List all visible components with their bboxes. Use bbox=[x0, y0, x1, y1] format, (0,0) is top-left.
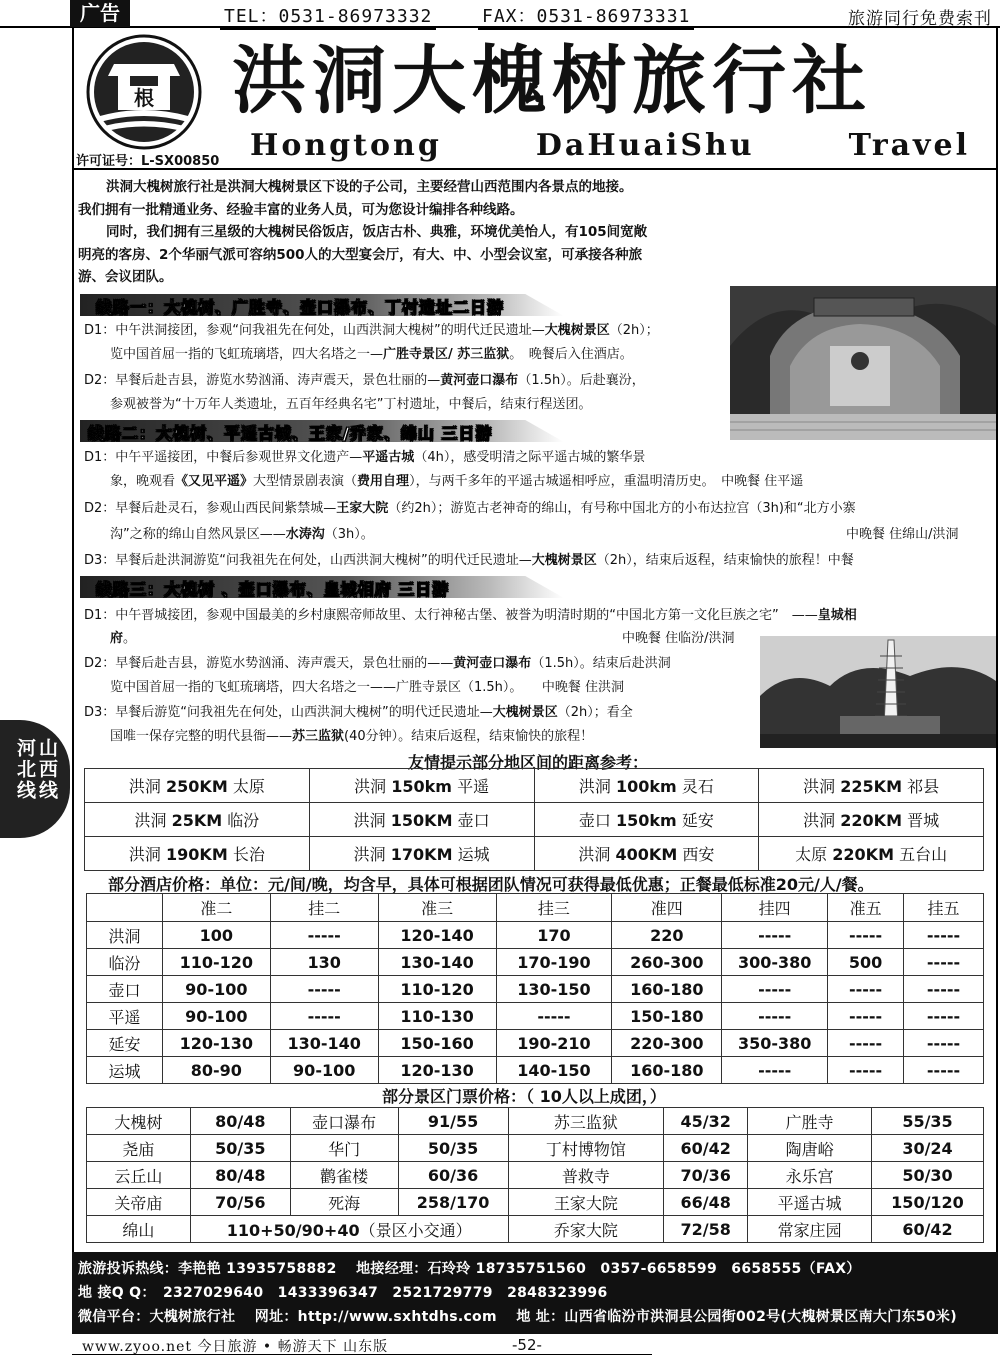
ticket-price-cell: 45/32 bbox=[664, 1108, 748, 1135]
hotel-price-cell: ----- bbox=[828, 1057, 904, 1084]
company-intro bbox=[78, 176, 732, 289]
ticket-site-cell: 广胜寺 bbox=[748, 1108, 872, 1135]
hotel-row bbox=[87, 1057, 984, 1084]
hotel-price-cell: 150-160 bbox=[378, 1030, 496, 1057]
ticket-site-cell: 平遥古城 bbox=[748, 1189, 872, 1216]
ticket-price-cell: 150/120 bbox=[872, 1189, 984, 1216]
hotel-city-cell: 壶口 bbox=[87, 976, 163, 1003]
distance-cell: 洪洞 190KM 长治 bbox=[85, 837, 310, 871]
hotel-city-cell: 临汾 bbox=[87, 949, 163, 976]
hotel-header-cell: 挂五 bbox=[904, 894, 984, 922]
hotel-price-cell: ----- bbox=[904, 1057, 984, 1084]
ticket-site-cell: 华门 bbox=[290, 1135, 398, 1162]
route3-d1: D1：中午晋城接团，参观中国最美的乡村康熙帝师故里、太行神秘古堡、被誉为明清时期的“中国北方第一文化巨族之宅” ——皇城相 bbox=[84, 608, 857, 623]
ticket-site-cell: 云丘山 bbox=[87, 1162, 191, 1189]
hotel-price-cell: 110-130 bbox=[378, 1003, 496, 1030]
hotel-price-table bbox=[86, 893, 984, 1084]
hotel-row bbox=[87, 949, 984, 976]
hotel-price-cell: 120-140 bbox=[378, 922, 496, 949]
ticket-price-table bbox=[86, 1107, 984, 1243]
ticket-row bbox=[87, 1216, 984, 1243]
ticket-row bbox=[87, 1135, 984, 1162]
company-header bbox=[72, 28, 998, 170]
ticket-site-cell: 关帝庙 bbox=[87, 1189, 191, 1216]
ticket-site-cell: 壶口瀑布 bbox=[290, 1108, 398, 1135]
intro-line: 同时，我们拥有三星级的大槐树民俗饭店，饭店古朴、典雅，环境优美怡人，有105间宽敞 bbox=[106, 224, 648, 240]
intro-line: 洪洞大槐树旅行社是洪洞大槐树景区下设的子公司，主要经营山西范围内各景点的地接。 bbox=[106, 179, 633, 195]
route3-d3: D3：早餐后游览“问我祖先在何处，山西洪洞大槐树”的明代迁民遗址—大槐树景区（2h）；看全 bbox=[84, 705, 633, 720]
side-tab-col-hebei: 河北线 bbox=[14, 738, 36, 801]
hotel-price-cell: ----- bbox=[904, 1003, 984, 1030]
hotel-header-cell: 挂三 bbox=[496, 894, 612, 922]
svg-text:根: 根 bbox=[134, 86, 154, 110]
hotel-price-cell: ----- bbox=[722, 1003, 828, 1030]
hotel-price-cell: ----- bbox=[904, 949, 984, 976]
ticket-price-cell: 60/42 bbox=[872, 1216, 984, 1243]
intro-line: 明亮的客房、2个华丽气派可容纳500人的大型宴会厅，有大、中、小型会议室，可承接各种旅 bbox=[78, 246, 643, 263]
route3-d1-meals: 中晚餐 住临汾/洪洞 bbox=[622, 631, 735, 646]
hotel-header-cell: 挂二 bbox=[270, 894, 378, 922]
ticket-price-cell: 70/56 bbox=[190, 1189, 290, 1216]
hotel-price-cell: 300-380 bbox=[722, 949, 828, 976]
distance-table bbox=[84, 768, 984, 871]
ticket-price-cell: 60/42 bbox=[664, 1135, 748, 1162]
hotel-price-cell: ----- bbox=[828, 922, 904, 949]
hotel-price-cell: 170 bbox=[496, 922, 612, 949]
hotel-price-cell: 150-180 bbox=[612, 1003, 722, 1030]
ticket-price-cell: 70/36 bbox=[664, 1162, 748, 1189]
route3-d2-cont: 览中国首屈一指的飞虹琉璃塔，四大名塔之一——广胜寺景区（1.5h）。 中晚餐 住洪洞 bbox=[84, 680, 625, 695]
hotel-price-cell: 110-120 bbox=[378, 976, 496, 1003]
telephone: TEL：0531-86973332 bbox=[220, 2, 436, 30]
hotel-price-cell: 80-90 bbox=[162, 1057, 270, 1084]
hotel-price-cell: 190-210 bbox=[496, 1030, 612, 1057]
company-name-cn: 洪洞大槐树旅行社 bbox=[232, 38, 872, 124]
company-en-word: Hongtong bbox=[250, 128, 442, 163]
intro-line: 游、会议团队。 bbox=[78, 269, 173, 285]
distance-row bbox=[85, 803, 984, 837]
route2-d1: D1：中午平遥接团，中餐后参观世界文化遗产—平遥古城（4h），感受明清之际平遥古城的繁华景 bbox=[84, 450, 646, 465]
distance-title: 友情提示部分地区间的距离参考： bbox=[408, 753, 649, 772]
hotel-city-cell: 延安 bbox=[87, 1030, 163, 1057]
ticket-price-cell: 50/35 bbox=[398, 1135, 508, 1162]
hotel-price-cell: ----- bbox=[270, 922, 378, 949]
fax: FAX：0531-86973331 bbox=[478, 2, 694, 30]
ticket-combined-cell: 110+50/90+40（景区小交通） bbox=[190, 1216, 508, 1243]
distance-row bbox=[85, 769, 984, 803]
hotel-price-cell: 260-300 bbox=[612, 949, 722, 976]
distance-cell: 洪洞 150km 平遥 bbox=[309, 769, 534, 803]
hotel-price-cell: 350-380 bbox=[722, 1030, 828, 1057]
ticket-price-cell: 80/48 bbox=[190, 1108, 290, 1135]
page-bottom bbox=[72, 1334, 998, 1356]
distance-cell: 壶口 150km 延安 bbox=[534, 803, 759, 837]
company-en-word: Travel bbox=[848, 128, 970, 163]
ticket-site-cell: 普救寺 bbox=[508, 1162, 664, 1189]
ticket-title: 部分景区门票价格：（ 10人以上成团，） bbox=[382, 1087, 666, 1106]
route2-d2-cont: 沟”之称的绵山自然风景区——水涛沟（3h）。 bbox=[84, 527, 374, 542]
hotel-price-cell: 100 bbox=[162, 922, 270, 949]
intro-line: 我们拥有一批精通业务、经验丰富的业务人员，可为您设计编排各种线路。 bbox=[78, 201, 524, 218]
ticket-site-cell: 丁村博物馆 bbox=[508, 1135, 664, 1162]
ticket-site-cell: 永乐宫 bbox=[748, 1162, 872, 1189]
hotel-price-cell: 220-300 bbox=[612, 1030, 722, 1057]
top-bar bbox=[0, 0, 1000, 28]
hotel-title: 部分酒店价格：单位：元/间/晚，均含早，具体可根据团队情况可获得最低优惠；正餐最低标准20元/人/餐。 bbox=[108, 875, 874, 894]
distance-cell: 洪洞 225KM 祁县 bbox=[759, 769, 984, 803]
distance-cell: 洪洞 170KM 运城 bbox=[309, 837, 534, 871]
hotel-city-cell: 洪洞 bbox=[87, 922, 163, 949]
company-logo-icon bbox=[86, 34, 202, 150]
ticket-site-cell: 死海 bbox=[290, 1189, 398, 1216]
hotel-price-cell: 500 bbox=[828, 949, 904, 976]
ticket-row bbox=[87, 1162, 984, 1189]
route2-d2: D2：早餐后赴灵石，参观山西民间紫禁城—王家大院（约2h）；游览古老神奇的绵山，有号称中国北方的小布达拉宫（3h)和“北方小寨 bbox=[84, 501, 856, 516]
distance-cell: 太原 220KM 五台山 bbox=[759, 837, 984, 871]
hotel-price-cell: ----- bbox=[722, 976, 828, 1003]
ticket-site-cell: 绵山 bbox=[87, 1216, 191, 1243]
hotel-price-cell: ----- bbox=[828, 976, 904, 1003]
ticket-price-cell: 91/55 bbox=[398, 1108, 508, 1135]
hotel-price-cell: 130-140 bbox=[378, 949, 496, 976]
distance-cell: 洪洞 25KM 临汾 bbox=[85, 803, 310, 837]
hotel-price-cell: ----- bbox=[904, 976, 984, 1003]
hotel-city-cell: 运城 bbox=[87, 1057, 163, 1084]
route1-title: 线路一：大槐树、广胜寺、壶口瀑布、丁村遗址二日游 bbox=[96, 298, 505, 317]
ticket-price-cell: 258/170 bbox=[398, 1189, 508, 1216]
route1-d2-cont: 参观被誉为“十万年人类遗址，五百年经典名宅”丁村遗址，中餐后，结束行程送团。 bbox=[84, 397, 592, 412]
hotel-row bbox=[87, 922, 984, 949]
hotel-price-cell: 140-150 bbox=[496, 1057, 612, 1084]
hotel-city-cell: 平遥 bbox=[87, 1003, 163, 1030]
ticket-site-cell: 鹳雀楼 bbox=[290, 1162, 398, 1189]
hotel-row bbox=[87, 1030, 984, 1057]
distance-cell: 洪洞 220KM 晋城 bbox=[759, 803, 984, 837]
complaint-hotline: 旅游投诉热线：李艳艳 13935758882 地接经理：石玲玲 18735751560 0357-6658599 6658555（FAX） bbox=[78, 1261, 861, 1277]
ticket-site-cell: 乔家大院 bbox=[508, 1216, 664, 1243]
ad-tag: 广告 bbox=[70, 0, 130, 27]
hotel-price-cell: 120-130 bbox=[378, 1057, 496, 1084]
ticket-site-cell: 常家庄园 bbox=[748, 1216, 872, 1243]
hotel-price-cell: 120-130 bbox=[162, 1030, 270, 1057]
hotel-price-cell: ----- bbox=[828, 1030, 904, 1057]
page-number: -52- bbox=[512, 1336, 542, 1354]
ticket-price-cell: 72/58 bbox=[664, 1216, 748, 1243]
hotel-price-cell: ----- bbox=[722, 1057, 828, 1084]
ticket-site-cell: 尧庙 bbox=[87, 1135, 191, 1162]
publication-site: www.zyoo.net 今日旅游 • 畅游天下 山东版 bbox=[82, 1339, 389, 1355]
ticket-price-cell: 55/35 bbox=[872, 1108, 984, 1135]
hotel-price-cell: 160-180 bbox=[612, 1057, 722, 1084]
hotel-price-cell: 130-150 bbox=[496, 976, 612, 1003]
route2-d2-meals: 中晚餐 住绵山/洪洞 bbox=[846, 527, 959, 542]
company-name-en bbox=[250, 128, 970, 163]
ticket-price-cell: 50/30 bbox=[872, 1162, 984, 1189]
ticket-row bbox=[87, 1108, 984, 1135]
ticket-price-cell: 30/24 bbox=[872, 1135, 984, 1162]
distance-cell: 洪洞 100km 灵石 bbox=[534, 769, 759, 803]
hotel-price-cell: ----- bbox=[828, 1003, 904, 1030]
ticket-site-cell: 苏三监狱 bbox=[508, 1108, 664, 1135]
hotel-header-cell: 准三 bbox=[378, 894, 496, 922]
distance-cell: 洪洞 250KM 太原 bbox=[85, 769, 310, 803]
route2-d3: D3：早餐后赴洪洞游览“问我祖先在何处，山西洪洞大槐树”的明代迁民遗址—大槐树景区（2h），结束后返程，结束愉快的旅程！中餐 bbox=[84, 553, 854, 568]
scenic-gate-photo bbox=[730, 286, 996, 440]
hotel-price-cell: ----- bbox=[904, 1030, 984, 1057]
hotel-header-row bbox=[87, 894, 984, 922]
hotel-price-cell: 90-100 bbox=[162, 1003, 270, 1030]
side-tab-col-shanxi: 山西线 bbox=[36, 738, 58, 801]
route1-d1: D1：中午洪洞接团，参观“问我祖先在何处，山西洪洞大槐树”的明代迁民遗址—大槐树景区（2h）； bbox=[84, 323, 659, 338]
hotel-price-cell: ----- bbox=[496, 1003, 612, 1030]
distance-cell: 洪洞 400KM 西安 bbox=[534, 837, 759, 871]
route3-d3-cont: 国唯一保存完整的明代县衙——苏三监狱(40分钟）。结束后返程，结束愉快的旅程！ bbox=[84, 729, 594, 744]
hotel-price-cell: 170-190 bbox=[496, 949, 612, 976]
hotel-price-cell: 110-120 bbox=[162, 949, 270, 976]
ticket-price-cell: 60/36 bbox=[398, 1162, 508, 1189]
wechat-website-address: 微信平台：大槐树旅行社 网址：http://www.sxhtdhs.com 地 址：山西省临汾市洪洞县公园街002号(大槐树景区南大门东50米) bbox=[78, 1309, 957, 1325]
hotel-price-cell: 90-100 bbox=[270, 1057, 378, 1084]
route2-d1-cont: 象，晚观看《又见平遥》大型情景剧表演（费用自理），与两千多年的平遥古城遥相呼应，重温明清历史。 中晚餐 住平遥 bbox=[84, 474, 804, 489]
ticket-site-cell: 大槐树 bbox=[87, 1108, 191, 1135]
ticket-site-cell: 王家大院 bbox=[508, 1189, 664, 1216]
hotel-row bbox=[87, 1003, 984, 1030]
region-side-tab bbox=[0, 720, 70, 838]
bottom-rule bbox=[72, 1354, 652, 1355]
hotel-price-cell: ----- bbox=[270, 1003, 378, 1030]
hotel-price-cell: 130-140 bbox=[270, 1030, 378, 1057]
ticket-row bbox=[87, 1189, 984, 1216]
hotel-price-cell: 160-180 bbox=[612, 976, 722, 1003]
distance-row bbox=[85, 837, 984, 871]
ticket-site-cell: 陶唐峪 bbox=[748, 1135, 872, 1162]
hotel-header-cell: 挂四 bbox=[722, 894, 828, 922]
company-en-word: DaHuaiShu bbox=[535, 128, 755, 163]
hotel-price-cell: 90-100 bbox=[162, 976, 270, 1003]
free-index-note: 旅游同行免费索刊 bbox=[848, 9, 992, 29]
ticket-price-cell: 80/48 bbox=[190, 1162, 290, 1189]
ticket-price-cell: 50/35 bbox=[190, 1135, 290, 1162]
hotel-header-cell: 准五 bbox=[828, 894, 904, 922]
contact-footer bbox=[72, 1252, 998, 1334]
ticket-price-cell: 66/48 bbox=[664, 1189, 748, 1216]
route1-d2: D2：早餐后赴吉县，游览水势汹涌、涛声震天，景色壮丽的—黄河壶口瀑布（1.5h）。后赴襄汾， bbox=[84, 373, 645, 388]
hotel-header-cell: 准四 bbox=[612, 894, 722, 922]
hotel-price-cell: ----- bbox=[270, 976, 378, 1003]
distance-cell: 洪洞 150KM 壶口 bbox=[309, 803, 534, 837]
pagoda-photo bbox=[760, 636, 996, 748]
hotel-price-cell: ----- bbox=[904, 922, 984, 949]
hotel-price-cell: 130 bbox=[270, 949, 378, 976]
route3-title: 线路三：大槐树 、壶口瀑布、皇城相府 三日游 bbox=[96, 580, 450, 599]
hotel-row bbox=[87, 976, 984, 1003]
route2-title: 线路二：大槐树、平遥古城、王家/乔家、绵山 三日游 bbox=[88, 424, 493, 443]
route3-d2: D2：早餐后赴吉县，游览水势汹涌、涛声震天，景色壮丽的——黄河壶口瀑布（1.5h）。结束后赴洪洞 bbox=[84, 656, 671, 671]
hotel-price-cell: 220 bbox=[612, 922, 722, 949]
license-number: 许可证号：L-SX00850 bbox=[76, 154, 220, 169]
hotel-header-cell: 准二 bbox=[162, 894, 270, 922]
route1-d1-cont: 览中国首屈一指的飞虹琉璃塔，四大名塔之一—广胜寺景区/ 苏三监狱。 晚餐后入住酒店。 bbox=[84, 347, 633, 362]
qq-numbers: 地 接Q Q： 2327029640 1433396347 2521729779 2848323996 bbox=[78, 1285, 608, 1301]
hotel-header-cell bbox=[87, 894, 163, 922]
hotel-price-cell: ----- bbox=[722, 922, 828, 949]
route3-d1-cont: 府。 bbox=[110, 631, 137, 646]
